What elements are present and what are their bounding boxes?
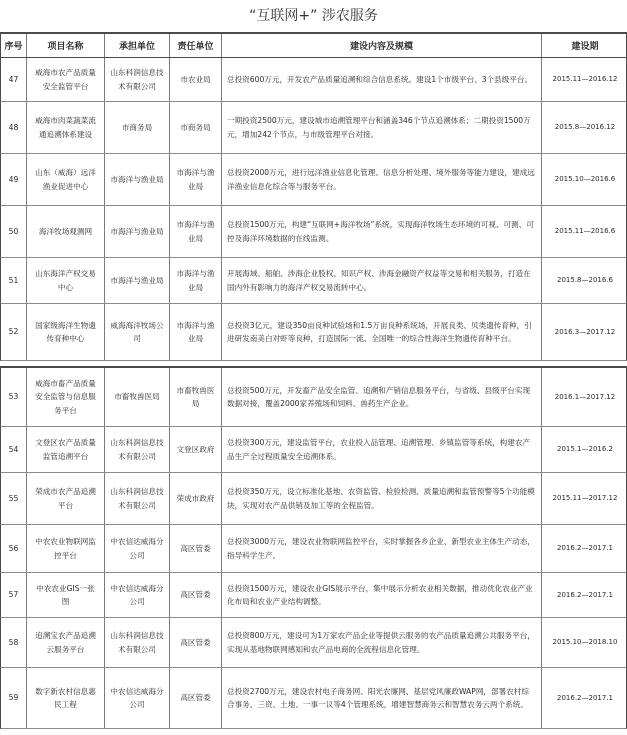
cell-content: 总投资600万元，开发农产品质量追溯和综合信息系统。建设1个市级平台、3个县级平台。 bbox=[222, 58, 542, 101]
header-content: 建设内容及规模 bbox=[222, 34, 542, 57]
table-row bbox=[0, 573, 627, 618]
table-row bbox=[0, 102, 627, 154]
table-row bbox=[0, 473, 627, 525]
cell-undertaker: 中农信达威海分公司 bbox=[105, 668, 170, 728]
cell-no: 55 bbox=[1, 473, 27, 524]
cell-no: 48 bbox=[1, 102, 27, 153]
cell-project-name: 荣成市农产品追溯平台 bbox=[27, 473, 105, 524]
table-row bbox=[0, 618, 627, 668]
cell-project-name: 中农农业物联网监控平台 bbox=[27, 525, 105, 572]
cell-undertaker: 山东科润信息技术有限公司 bbox=[105, 427, 170, 472]
cell-project-name: 威海市畜产品质量安全监管与信息服务平台 bbox=[27, 368, 105, 426]
cell-no: 56 bbox=[1, 525, 27, 572]
cell-undertaker: 中农信达威海分公司 bbox=[105, 573, 170, 617]
cell-period: 2015.1—2016.2 bbox=[557, 445, 613, 454]
cell-project-name: 国家级海洋生物遗传育种中心 bbox=[27, 304, 105, 360]
cell-no: 58 bbox=[1, 618, 27, 667]
cell-content: 总投资500万元，开发畜产品安全监管、追溯和产销信息服务平台，与省级、县级平台实现数据对接，覆盖2000家养殖场和饲料、兽药生产企业。 bbox=[222, 368, 542, 426]
cell-project-name: 数字新农村信息惠民工程 bbox=[27, 668, 105, 728]
header-project-name: 项目名称 bbox=[27, 34, 105, 57]
cell-no: 49 bbox=[1, 154, 27, 205]
table-row bbox=[0, 58, 627, 102]
cell-undertaker: 威海海洋牧场公司 bbox=[105, 304, 170, 360]
cell-responsible: 高区管委 bbox=[170, 573, 222, 617]
cell-content: 总投资3亿元，建设350亩良种试验场和1.5万亩良种系统场，开展良类、贝类遗传育种，引进研发南美白对虾等良种，打造国际一流、全国唯一的综合性海洋生物遗传育种平台。 bbox=[222, 304, 542, 360]
cell-period: 2015.11—2016.12 bbox=[552, 75, 618, 84]
cell-no: 54 bbox=[1, 427, 27, 472]
table-row bbox=[0, 258, 627, 304]
cell-undertaker: 山东科润信息技术有限公司 bbox=[105, 618, 170, 667]
cell-period: 2015.11—2017.12 bbox=[552, 494, 618, 503]
cell-project-name: 中农农业GIS一张图 bbox=[27, 573, 105, 617]
cell-responsible: 市海洋与渔业局 bbox=[170, 206, 222, 257]
cell-project-name: 海洋牧场观测网 bbox=[27, 206, 105, 257]
cell-no: 47 bbox=[1, 58, 27, 101]
cell-period: 2016.3—2017.12 bbox=[554, 327, 616, 336]
cell-responsible: 荣成市政府 bbox=[170, 473, 222, 524]
page-title: “互联网+” 涉农服务 bbox=[249, 8, 378, 24]
cell-undertaker: 市海洋与渔业局 bbox=[105, 154, 170, 205]
cell-responsible: 市畜牧兽医局 bbox=[170, 368, 222, 426]
header-period: 建设期 bbox=[571, 42, 599, 52]
cell-period: 2015.10—2016.6 bbox=[554, 175, 616, 184]
cell-content: 一期投资2500万元，建设城市追溯管理平台和涵盖346个节点追溯体系；二期投资1500万元，增加242个节点，与市级管理平台对接。 bbox=[222, 102, 542, 153]
cell-no: 52 bbox=[1, 304, 27, 360]
cell-period: 2015.10—2018.10 bbox=[552, 638, 618, 647]
header-undertaker: 承担单位 bbox=[105, 34, 170, 57]
cell-content: 总投资350万元，设立标准化基地、农资监管、检验检测、质量追溯和监管预警等5个功能模块，实现对农产品供销及加工等的全程监管。 bbox=[222, 473, 542, 524]
cell-no: 50 bbox=[1, 206, 27, 257]
table-row bbox=[0, 668, 627, 729]
cell-project-name: 文登区农产品质量监管追溯平台 bbox=[27, 427, 105, 472]
cell-content: 总投资2700万元，建设农村电子商务网、阳光农廉网、基层党风廉政WAP网，部署农村综合事务、三资、土地、一事一议等4个管理系统，增建智慧商务云和智慧农务云两个系统。 bbox=[222, 668, 542, 728]
cell-period: 2015.8—2016.12 bbox=[554, 123, 616, 132]
cell-no: 51 bbox=[1, 258, 27, 303]
cell-responsible: 高区管委 bbox=[170, 525, 222, 572]
cell-content: 总投资300万元，建设监管平台，农业投入品管理、追溯管理、乡镇监管等系统，构建农产品生产全过程质量安全追溯体系。 bbox=[222, 427, 542, 472]
cell-responsible: 市商务局 bbox=[170, 102, 222, 153]
cell-undertaker: 山东科润信息技术有限公司 bbox=[105, 473, 170, 524]
cell-content: 总投资1500万元，建设农业GIS展示平台，集中展示分析农业相关数据，推动优化农业产业化布局和农业产业结构调整。 bbox=[222, 573, 542, 617]
cell-undertaker: 市商务局 bbox=[105, 102, 170, 153]
cell-period: 2016.2—2017.1 bbox=[557, 544, 613, 553]
cell-project-name: 山东海洋产权交易中心 bbox=[27, 258, 105, 303]
cell-responsible: 市海洋与渔业局 bbox=[170, 154, 222, 205]
header-no: 序号 bbox=[1, 34, 27, 57]
cell-period: 2015.8—2016.6 bbox=[557, 276, 613, 285]
cell-period: 2016.2—2017.1 bbox=[557, 693, 613, 702]
table-row bbox=[0, 366, 627, 427]
cell-period: 2016.1—2017.12 bbox=[554, 392, 616, 401]
cell-project-name: 追溯宝农产品追溯云服务平台 bbox=[27, 618, 105, 667]
cell-undertaker: 市海洋与渔业局 bbox=[105, 206, 170, 257]
cell-responsible: 市农业局 bbox=[170, 58, 222, 101]
cell-project-name: 山东（威海）远洋渔业促进中心 bbox=[27, 154, 105, 205]
cell-responsible: 高区管委 bbox=[170, 668, 222, 728]
table-row bbox=[0, 427, 627, 473]
table-row bbox=[0, 525, 627, 573]
table-row bbox=[0, 304, 627, 361]
cell-project-name: 威海市肉菜蔬菜流通追溯体系建设 bbox=[27, 102, 105, 153]
cell-undertaker: 市海洋与渔业局 bbox=[105, 258, 170, 303]
cell-project-name: 威海市农产品质量安全监管平台 bbox=[27, 58, 105, 101]
cell-responsible: 市海洋与渔业局 bbox=[170, 258, 222, 303]
cell-undertaker: 市畜牧兽医局 bbox=[105, 368, 170, 426]
cell-no: 57 bbox=[1, 573, 27, 617]
cell-no: 59 bbox=[1, 668, 27, 728]
cell-content: 总投资1500万元，构建“互联网+海洋牧场”系统，实现海洋牧场生态环境的可视、可测、可控及海洋环境数据的在线监测。 bbox=[222, 206, 542, 257]
cell-content: 总投资800万元，建设可为1万家农产品企业等提供云服务的农产品质量追溯公共服务平台，实现从基地物联网感知和农产品电商的全流程信息化管理。 bbox=[222, 618, 542, 667]
cell-content: 开展海域、船舶、涉海企业股权、知识产权、涉海金融资产权益等交易和相关服务，打造在国内外有影响力的海洋产权交易流转中心。 bbox=[222, 258, 542, 303]
cell-content: 总投资3000万元，建设农业物联网监控平台，实时掌握各乡企业、新型农业主体生产动态，指导科学生产。 bbox=[222, 525, 542, 572]
cell-no: 53 bbox=[1, 368, 27, 426]
cell-undertaker: 中农信达威海分公司 bbox=[105, 525, 170, 572]
table-header bbox=[0, 32, 627, 58]
cell-responsible: 高区管委 bbox=[170, 618, 222, 667]
cell-responsible: 市海洋与渔业局 bbox=[170, 304, 222, 360]
cell-content: 总投资2000万元，进行远洋渔业信息化管理、信息分析处理、境外服务等能力建设，建成远洋渔业信息化综合等与服务平台。 bbox=[222, 154, 542, 205]
cell-undertaker: 山东科润信息技术有限公司 bbox=[105, 58, 170, 101]
cell-period: 2015.11—2016.6 bbox=[554, 227, 616, 236]
table-row bbox=[0, 206, 627, 258]
table-row bbox=[0, 154, 627, 206]
header-responsible: 责任单位 bbox=[170, 34, 222, 57]
cell-period: 2016.2—2017.1 bbox=[557, 590, 613, 599]
cell-responsible: 文登区政府 bbox=[170, 427, 222, 472]
